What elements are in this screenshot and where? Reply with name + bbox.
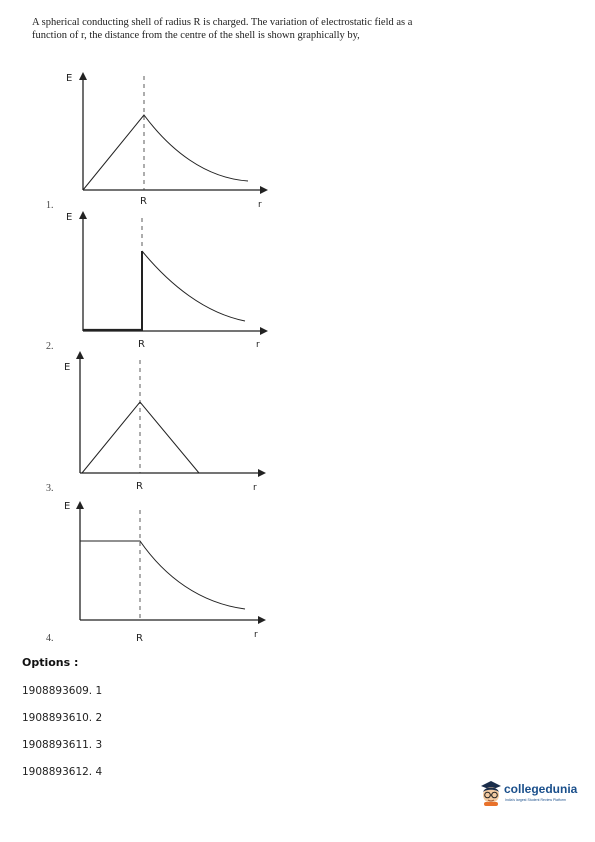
graph-1 bbox=[66, 73, 264, 210]
option-2[interactable]: 1908893610. 2 bbox=[22, 712, 103, 724]
graph-3-y-label: E bbox=[64, 362, 71, 373]
graph-2-x-label: r bbox=[256, 340, 260, 350]
graph-4-number: 4. bbox=[46, 633, 54, 644]
graph-4-x-label: r bbox=[254, 630, 258, 640]
graph-1-x-label: r bbox=[258, 200, 262, 210]
option-1[interactable]: 1908893609. 1 bbox=[22, 685, 103, 697]
question-line-1: A spherical conducting shell of radius R is charged. The variation of electrostatic field as a bbox=[32, 17, 413, 28]
graph-3-field-curve bbox=[82, 402, 199, 473]
collegedunia-logo[interactable] bbox=[478, 778, 588, 808]
graph-3 bbox=[64, 355, 262, 493]
graph-3-x-label: r bbox=[253, 483, 257, 493]
graph-2-y-label: E bbox=[66, 212, 73, 223]
mascot-icon bbox=[478, 778, 504, 806]
logo-name: collegedunia bbox=[504, 782, 578, 796]
graph-1-y-label: E bbox=[66, 73, 73, 84]
graph-4 bbox=[64, 501, 262, 644]
graph-4-field-curve bbox=[80, 541, 245, 609]
graph-1-field-curve bbox=[83, 115, 248, 190]
option-3[interactable]: 1908893611. 3 bbox=[22, 739, 103, 751]
graph-1-radius-label: R bbox=[140, 196, 147, 207]
graph-3-number: 3. bbox=[46, 483, 54, 494]
graph-2 bbox=[66, 212, 264, 350]
logo-tagline: India's largest Student Review Platform bbox=[505, 798, 566, 802]
graph-4-y-label: E bbox=[64, 501, 71, 512]
question-line-2: function of r, the distance from the centre of the shell is shown graphically by, bbox=[32, 30, 360, 41]
graph-3-radius-label: R bbox=[136, 481, 143, 492]
graph-4-radius-label: R bbox=[136, 633, 143, 644]
graph-2-radius-label: R bbox=[138, 339, 145, 350]
graph-2-number: 2. bbox=[46, 341, 54, 352]
option-4[interactable]: 1908893612. 4 bbox=[22, 766, 103, 778]
options-title: Options : bbox=[22, 656, 79, 669]
graph-1-number: 1. bbox=[46, 200, 54, 211]
graph-2-field-curve bbox=[142, 251, 245, 321]
